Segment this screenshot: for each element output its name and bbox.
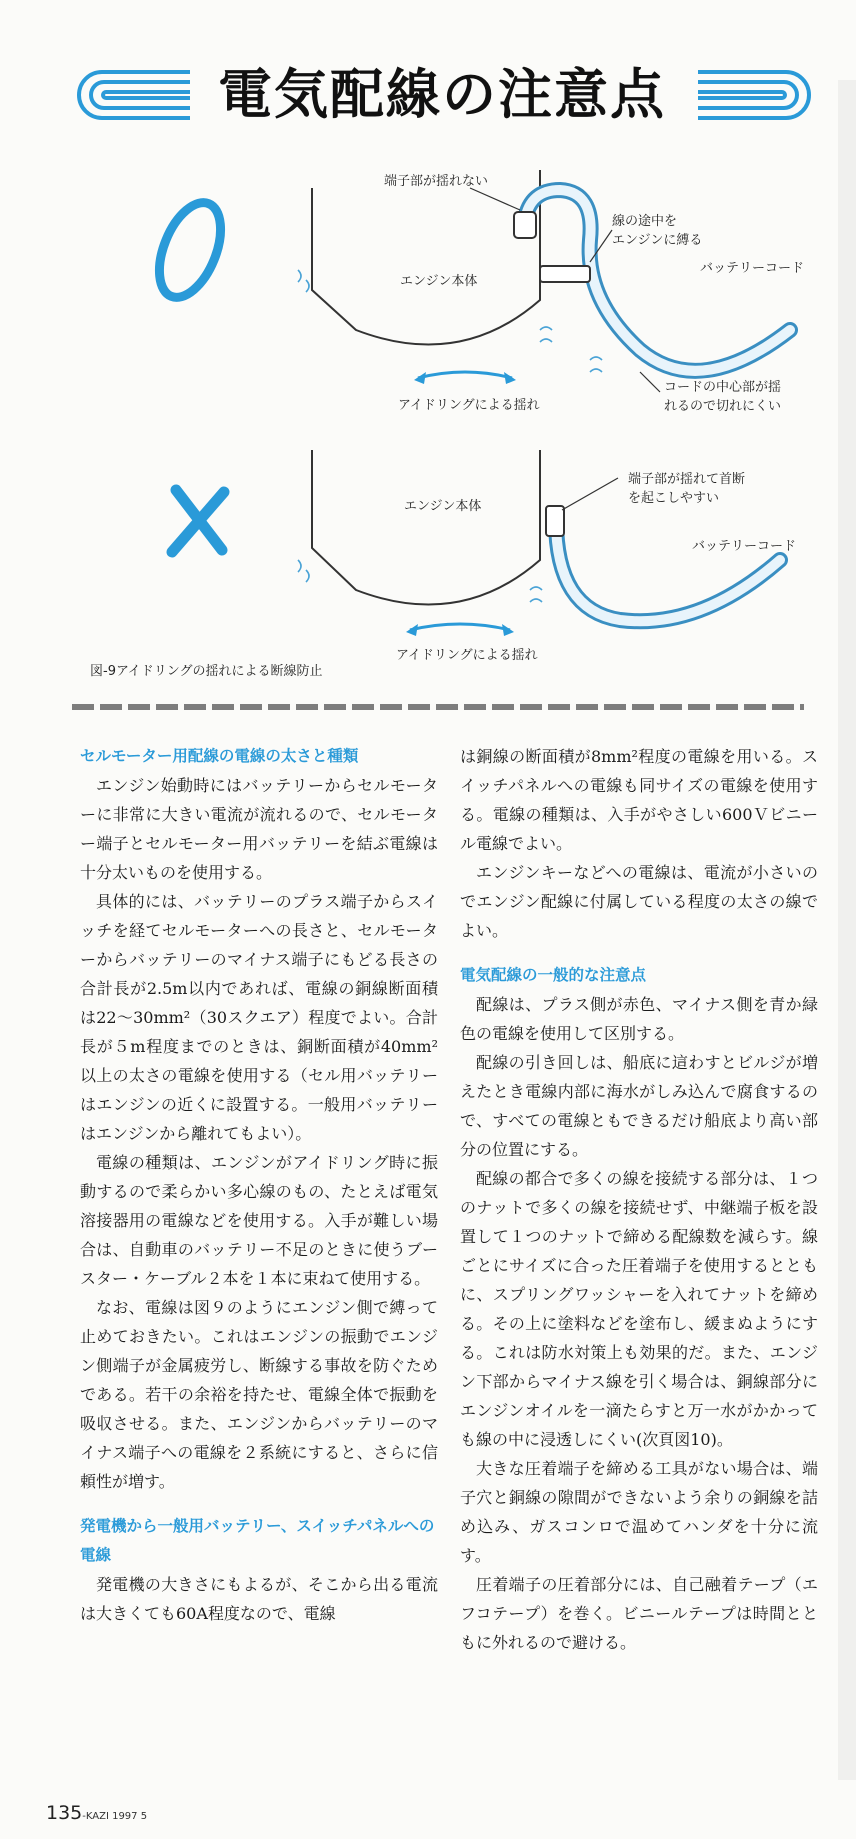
page-title: 電気配線の注意点 (218, 63, 666, 126)
label-tie-line1: 線の途中を (612, 214, 678, 229)
paragraph: エンジン始動時にはバッテリーからセルモーターに非常に大きい電流が流れるので、セルモーター端子とセルモーター用バッテリーを結ぶ電線は十分太いものを使用する。 (80, 776, 438, 882)
engine-body-good (312, 170, 540, 345)
paragraph: は銅線の断面積が8mm²程度の電線を用いる。スイッチパネルへの電線も同サイズの電線を使用する。電線の種類は、入手がやさしい600Ｖビニール電線でよい。 (460, 747, 818, 853)
heading-starter-wiring: セルモーター用配線の電線の太さと種類 (80, 747, 359, 765)
label-idling-good: アイドリングによる揺れ (398, 398, 540, 413)
label-engine-body-bad: エンジン本体 (404, 499, 482, 514)
page-footer (46, 1802, 147, 1824)
label-center-line1: コードの中心部が揺 (664, 380, 782, 395)
magazine-issue: -KAZI 1997 5 (82, 1811, 148, 1822)
paragraph: 配線の引き回しは、船底に這わすとビルジが増えたとき電線内部に海水がしみ込んで腐食するので、すべての電線ともできるだけ船底より高い部分の位置にする。 (460, 1053, 818, 1159)
idling-arrow-good (418, 372, 512, 378)
label-center-line2: れるので切れにくい (664, 399, 782, 414)
paragraph: 電線の種類は、エンジンがアイドリング時に振動するので柔らかい多心線のもの、たとえば電気溶接器用の電線などを使用する。入手が難しい場合は、自動車のバッテリー不足のときに使うブースター・ケーブル２本を１本に束ねて使用する。 (80, 1153, 438, 1288)
figure-caption: 図-9アイドリングの揺れによる断線防止 (90, 664, 323, 679)
label-terminal-bad-line2: を起こしやすい (628, 491, 720, 506)
label-battery-cord-good: バッテリーコード (700, 261, 805, 276)
label-engine-body-good: エンジン本体 (400, 274, 478, 289)
label-idling-bad: アイドリングによる揺れ (396, 648, 538, 663)
article-column-right (460, 742, 818, 1657)
paragraph: エンジンキーなどへの電線は、電流が小さいのでエンジン配線に付属している程度の太さの線でよい。 (460, 863, 818, 940)
label-battery-cord-bad: バッテリーコード (692, 539, 797, 554)
correct-mark-icon (147, 194, 233, 306)
paragraph: 具体的には、バッテリーのプラス端子からスイッチを経てセルモーターへの長さと、セルモーターからバッテリーのマイナス端子にもどる長さの合計長が2.5m以内であれば、電線の銅線断面積は22〜30mm²（30スクエア）程度でよい。合計長が５m程度までのときは、銅断面積が40mm²以上の太さの電線を使用する（セル用バッテリーはエンジンの近くに設置する。一般用バッテリーはエンジンから離れてもよい）。 (80, 892, 438, 1143)
paragraph: 配線の都合で多くの線を接続する部分は、１つのナットで多くの線を接続せず、中継端子板を設置して１つのナットで締める配線数を減らす。線ごとにサイズに合った圧着端子を使用するとともに、スプリングワッシャーを入れてナットを締める。その上に塗料などを塗布し、緩まぬようにする。これは防水対策上も効果的だ。また、エンジン下部からマイナス線を引く場合は、銅線部分にエンジンオイルを一滴たらすと万一水がかかっても線の中に浸透しにくい(次頁図10)。 (460, 1169, 818, 1449)
paragraph: 圧着端子の圧着部分には、自己融着テープ（エフコテープ）を巻く。ビニールテープは時間とともに外れるので避ける。 (460, 1575, 818, 1652)
wiring-diagram (0, 0, 856, 700)
label-terminal-stable: 端子部が揺れない (384, 174, 489, 189)
paragraph: 発電機の大きさにもよるが、そこから出る電流は大きくても60A程度なので、電線 (80, 1575, 438, 1623)
page-number: 135 (46, 1802, 83, 1824)
section-divider (72, 704, 804, 710)
label-tie-line2: エンジンに縛る (612, 233, 703, 248)
terminal-bad-icon (546, 506, 564, 536)
article-column-left (80, 742, 438, 1628)
terminal-icon (514, 212, 536, 238)
paragraph: なお、電線は図９のようにエンジン側で縛って止めておきたい。これはエンジンの振動でエンジン側端子が金属疲労し、断線する事故を防ぐためである。若干の余裕を持たせ、電線全体で振動を吸収させる。また、エンジンからバッテリーのマイナス端子への電線を２系統にすると、さらに信頼性が増す。 (80, 1298, 438, 1491)
engine-body-bad (312, 450, 540, 605)
label-terminal-bad-line1: 端子部が揺れて首断 (628, 472, 746, 487)
heading-general-notes: 電気配線の一般的な注意点 (460, 966, 647, 984)
vibration-marks-bad (298, 560, 542, 602)
idling-arrow-bad (410, 624, 510, 630)
paragraph: 配線は、プラス側が赤色、マイナス側を青か緑色の電線を使用して区別する。 (460, 995, 818, 1043)
heading-generator-wiring: 発電機から一般用バッテリー、スイッチパネルへの電線 (80, 1517, 435, 1564)
paragraph: 大きな圧着端子を締める工具がない場合は、端子穴と銅線の隙間ができないよう余りの銅線を詰め込み、ガスコンロで温めてハンダを十分に流す。 (460, 1459, 818, 1565)
wrong-mark-icon (172, 490, 224, 552)
cable-tie-icon (540, 266, 590, 282)
